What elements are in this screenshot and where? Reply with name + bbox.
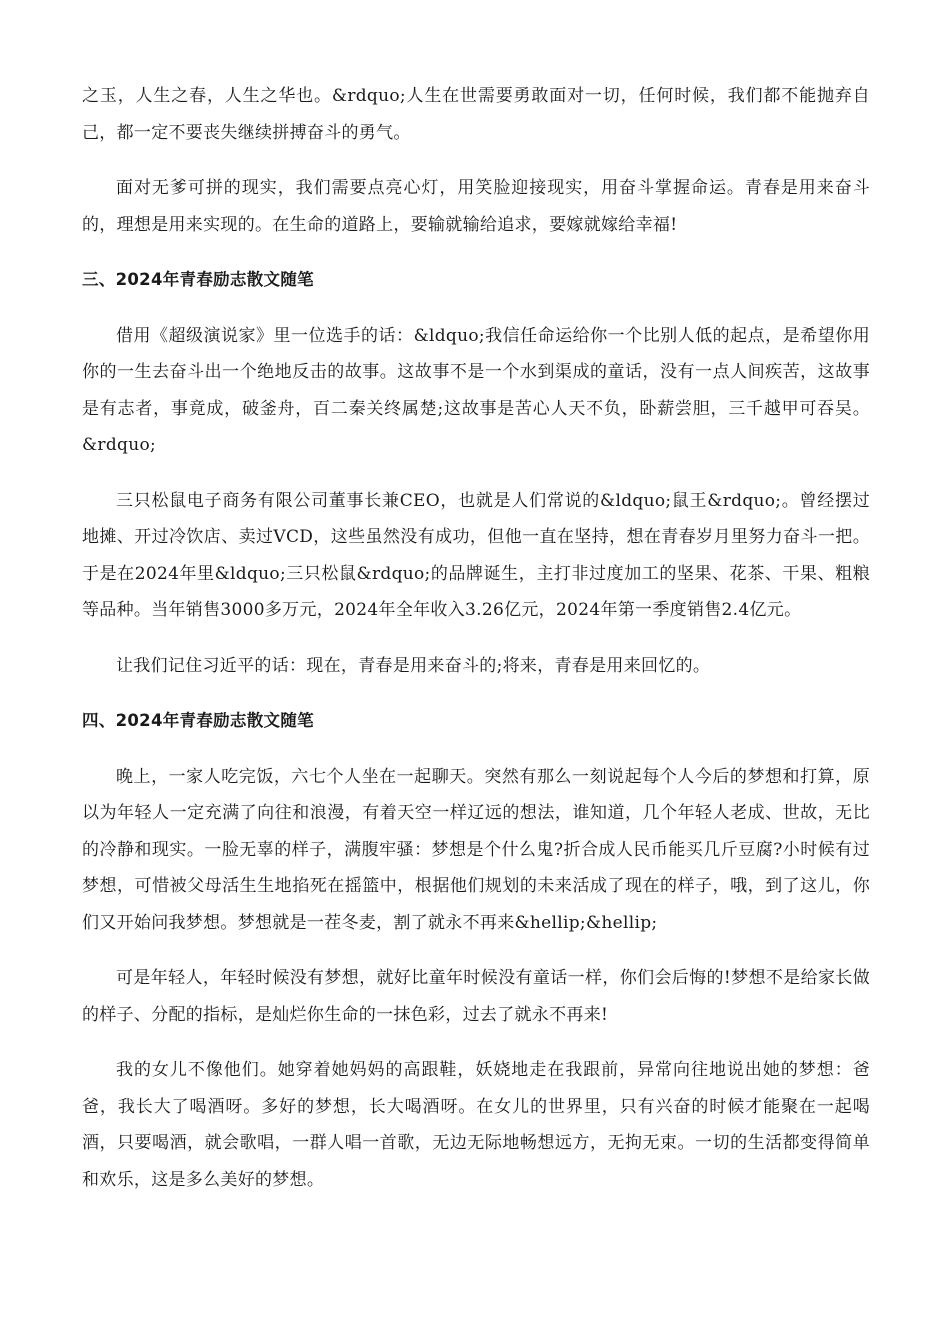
paragraph: 借用《超级演说家》里一位选手的话：&ldquo;我信任命运给你一个比别人低的起点，是希望你用你的一生去奋斗出一个绝地反击的故事。这故事不是一个水到渠成的童话，没有一点人间疾苦，这故事是有志者，事竟成，破釜舟，百二秦关终属楚;这故事是苦心人天不负，卧薪尝胆，三千越甲可吞吴。&rdquo;	[82, 325, 870, 455]
paragraph: 可是年轻人，年轻时候没有梦想，就好比童年时候没有童话一样，你们会后悔的!梦想不是给家长做的样子、分配的指标，是灿烂你生命的一抹色彩，过去了就永不再来!	[82, 968, 870, 1025]
document-page	[82, 78, 870, 1217]
paragraph: 让我们记住习近平的话：现在，青春是用来奋斗的;将来，青春是用来回忆的。	[116, 655, 711, 676]
paragraph-continuation: 之玉，人生之春，人生之华也。&rdquo;人生在世需要勇敢面对一切，任何时候，我们都不能抛弃自己，都一定不要丧失继续拼搏奋斗的勇气。	[82, 86, 870, 143]
paragraph: 三只松鼠电子商务有限公司董事长兼CEO，也就是人们常说的&ldquo;鼠王&rdquo;。曾经摆过地摊、开过冷饮店、卖过VCD，这些虽然没有成功，但他一直在坚持，想在青春岁月里努力奋斗一把。于是在2024年里&ldquo;三只松鼠&rdquo;的品牌诞生，主打非过度加工的坚果、花茶、干果、粗粮等品种。当年销售3000多万元，2024年全年收入3.26亿元，2024年第一季度销售2.4亿元。	[82, 490, 870, 620]
section-heading-4: 四、2024年青春励志散文随笔	[82, 711, 314, 730]
paragraph: 晚上，一家人吃完饭，六七个人坐在一起聊天。突然有那么一刻说起每个人今后的梦想和打算，原以为年轻人一定充满了向往和浪漫，有着天空一样辽远的想法，谁知道，几个年轻人老成、世故，无比的冷静和现实。一脸无辜的样子，满腹牢骚：梦想是个什么鬼?折合成人民币能买几斤豆腐?小时候有过梦想，可惜被父母活生生地掐死在摇篮中，根据他们规划的未来活成了现在的样子，哦，到了这儿，你们又开始问我梦想。梦想就是一茬冬麦，割了就永不再来&hellip;&hellip;	[82, 766, 870, 933]
section-heading-3: 三、2024年青春励志散文随笔	[82, 270, 314, 289]
paragraph: 面对无爹可拼的现实，我们需要点亮心灯，用笑脸迎接现实，用奋斗掌握命运。青春是用来奋斗的，理想是用来实现的。在生命的道路上，要输就输给追求，要嫁就嫁给幸福!	[82, 178, 870, 235]
paragraph: 我的女儿不像他们。她穿着她妈妈的高跟鞋，妖娆地走在我跟前，异常向往地说出她的梦想：爸爸，我长大了喝酒呀。多好的梦想，长大喝酒呀。在女儿的世界里，只有兴奋的时候才能聚在一起喝酒，只要喝酒，就会歌唱，一群人唱一首歌，无边无际地畅想远方，无拘无束。一切的生活都变得简单和欢乐，这是多么美好的梦想。	[82, 1060, 870, 1190]
